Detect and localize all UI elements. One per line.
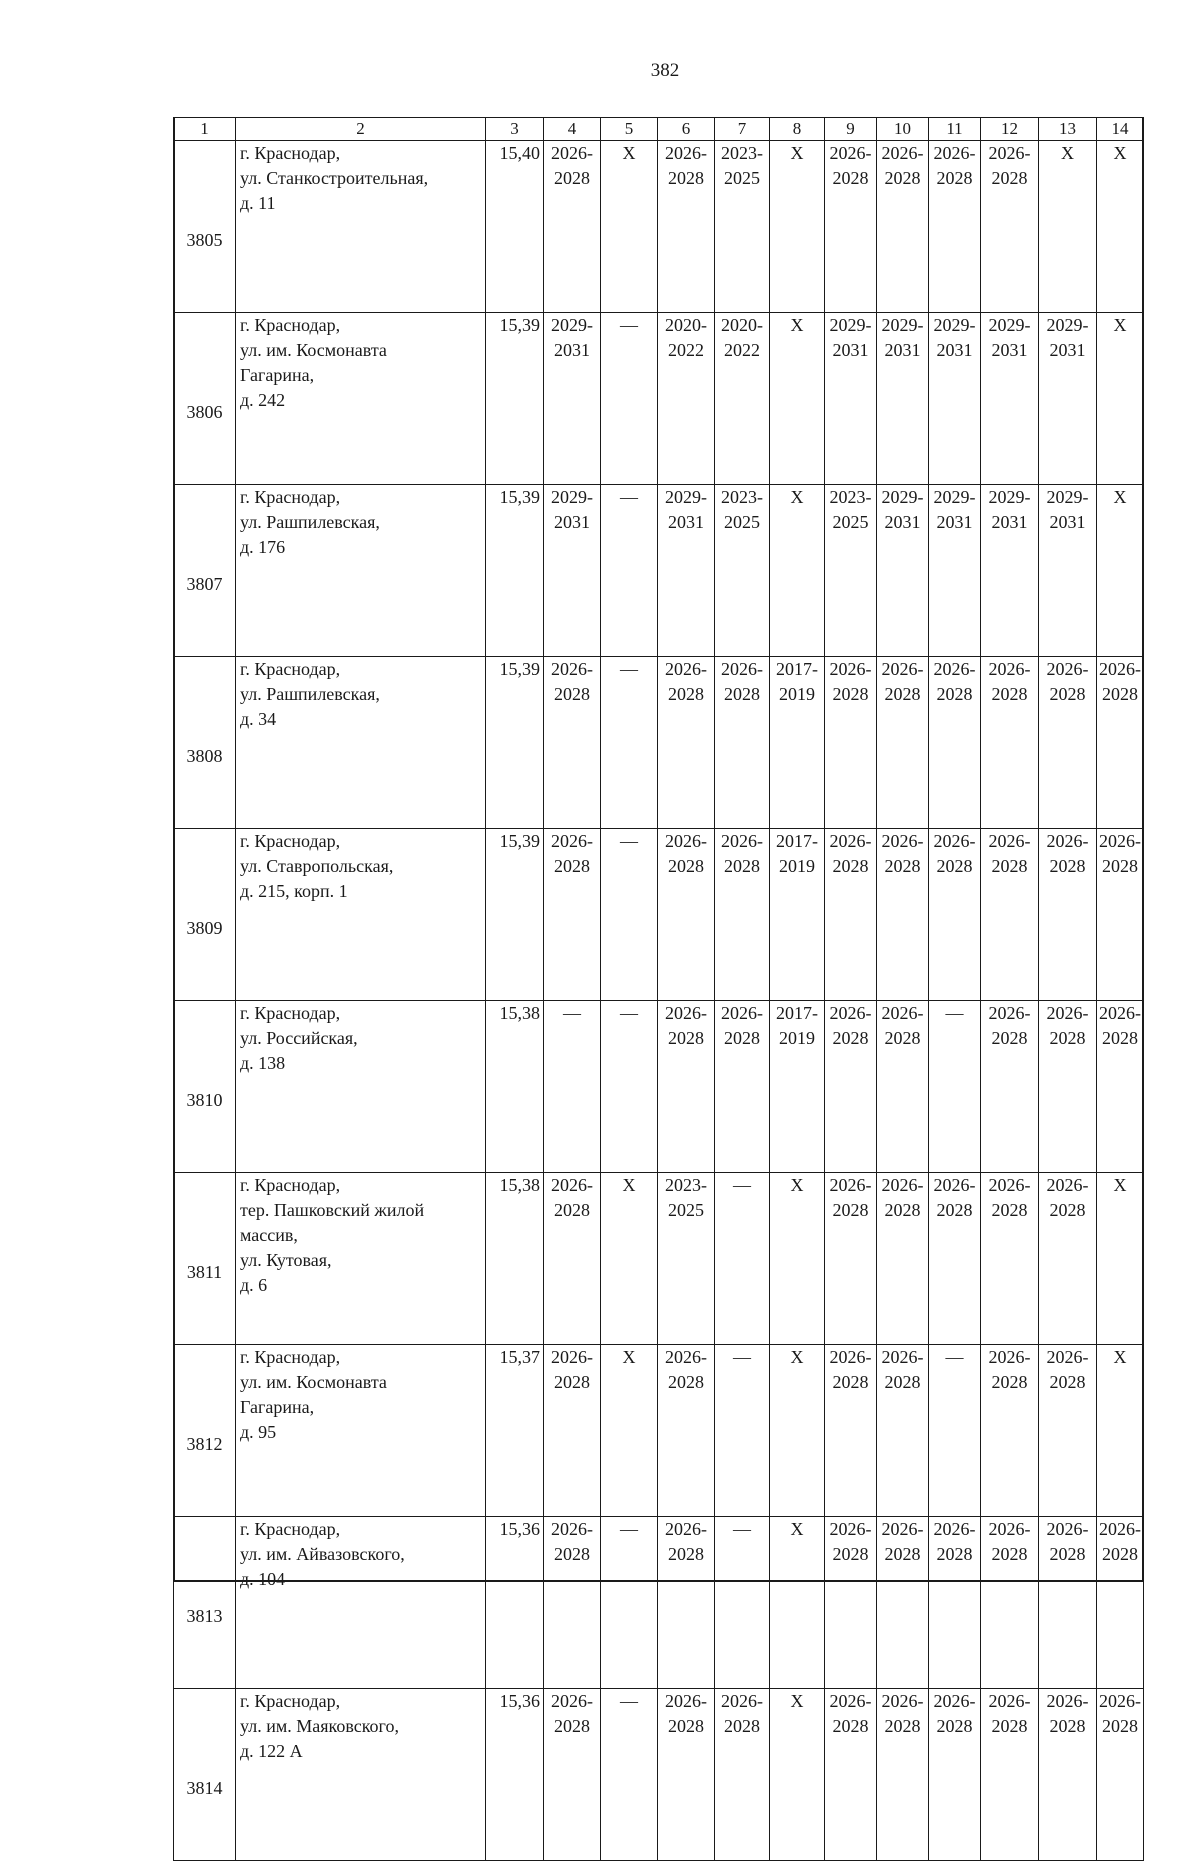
cell-text: 2029- 2031 [665,487,707,532]
period-cell [929,1001,981,1173]
period-cell [1039,829,1097,1001]
address-cell [236,1173,486,1345]
cell-text: 2026- 2028 [721,659,763,704]
period-cell [981,657,1039,829]
period-cell [770,657,825,829]
cell-text: 2029- 2031 [881,487,924,532]
cell-text: Х [790,1175,804,1195]
address-cell [236,1001,486,1173]
period-cell [544,1173,601,1345]
value-cell [486,1173,544,1345]
period-cell [658,1689,715,1861]
cell-text: Х [622,1175,636,1195]
period-cell [770,141,825,313]
cell-text: 2026- 2028 [721,1003,763,1048]
period-cell [1097,1173,1144,1345]
period-cell [981,1001,1039,1173]
period-cell [544,657,601,829]
period-cell [1097,1689,1144,1861]
cell-text: 2017- 2019 [776,659,818,704]
address-text: г. Краснодар, ул. Станкостроительная, д. 11 [240,143,429,213]
column-header-row [174,118,1144,141]
period-cell [825,1517,877,1689]
period-cell [929,1345,981,1517]
value-cell [486,1345,544,1517]
cell-text: Х [622,1347,636,1367]
cell-text: 2017- 2019 [776,1003,818,1048]
row-number: 3806 [174,313,236,485]
cell-text: 2026- 2028 [1046,1175,1089,1220]
period-cell [770,1173,825,1345]
cell-text: 2023- 2025 [665,1175,707,1220]
column-header: 4 [544,118,601,141]
period-cell [601,657,658,829]
cell-text: 2029- 2031 [551,487,593,532]
table-row [174,1001,1144,1173]
column-header: 3 [486,118,544,141]
cell-text: 2026- 2028 [665,1691,707,1736]
cell-text: 2020- 2022 [665,315,707,360]
period-cell [658,485,715,657]
cell-text: Х [1113,1347,1127,1367]
address-cell [236,485,486,657]
cell-text: 2029- 2031 [933,487,976,532]
period-cell [929,657,981,829]
cell-text: 2026- 2028 [551,831,593,876]
cell-text: Х [1061,143,1074,163]
cell-text: 2026- 2028 [551,659,593,704]
period-cell [981,1517,1039,1689]
cell-text: — [945,1003,964,1023]
cell-text: 2029- 2031 [1046,487,1089,532]
cell-text: 2026- 2028 [1099,659,1141,704]
period-cell [1097,1517,1144,1689]
period-cell [825,829,877,1001]
period-cell [981,829,1039,1001]
address-text: г. Краснодар, ул. Ставропольская, д. 215, корп. 1 [240,831,394,901]
cell-text: 2026- 2028 [881,1519,924,1564]
table-row [174,657,1144,829]
period-cell [825,1689,877,1861]
cell-text: 2029- 2031 [881,315,924,360]
cell-text: 2026- 2028 [721,1691,763,1736]
period-cell [877,485,929,657]
period-cell [544,1345,601,1517]
cell-text: 2026- 2028 [988,1691,1031,1736]
cell-text: 2026- 2028 [1099,1519,1141,1564]
column-header: 5 [601,118,658,141]
period-cell [981,1689,1039,1861]
row-number: 3810 [174,1001,236,1173]
cell-text: 2026- 2028 [1046,1003,1089,1048]
address-text: г. Краснодар, ул. им. Маяковского, д. 122 А [240,1691,399,1761]
cell-text: Х [1113,487,1127,507]
cell-text: — [733,1347,751,1367]
column-header: 11 [929,118,981,141]
period-cell [658,657,715,829]
cell-text: Х [790,487,804,507]
column-header: 12 [981,118,1039,141]
period-cell [770,1001,825,1173]
period-cell [981,313,1039,485]
value-cell [486,1001,544,1173]
period-cell [981,141,1039,313]
cell-text: 2026- 2028 [933,1519,976,1564]
period-cell [825,1001,877,1173]
address-text: г. Краснодар, ул. им. Космонавта Гагарина, д. 95 [240,1347,387,1442]
period-cell [825,1345,877,1517]
cell-text: 2026- 2028 [551,143,593,188]
address-text: г. Краснодар, ул. Российская, д. 138 [240,1003,358,1073]
cell-text: 2026- 2028 [829,1691,872,1736]
period-cell [929,313,981,485]
cell-text: Х [1113,143,1127,163]
cell-text: — [620,659,638,679]
cell-text: — [620,831,638,851]
address-text: г. Краснодар, ул. Рашпилевская, д. 176 [240,487,380,557]
cell-text: 2026- 2028 [551,1519,593,1564]
cell-text: 2026- 2028 [881,1003,924,1048]
period-cell [658,1173,715,1345]
cell-text: 2023- 2025 [721,143,763,188]
cell-text: Х [790,1347,804,1367]
row-number: 3809 [174,829,236,1001]
cell-text: 2029- 2031 [988,315,1031,360]
value-cell [486,141,544,313]
period-cell [544,485,601,657]
cell-text: 2026- 2028 [881,831,924,876]
period-cell [770,829,825,1001]
cell-text: 2026- 2028 [665,659,707,704]
table-row [174,141,1144,313]
cell-text: 2026- 2028 [988,1175,1031,1220]
cell-text: 2026- 2028 [988,1519,1031,1564]
period-cell [544,313,601,485]
period-cell [770,485,825,657]
column-header: 1 [174,118,236,141]
column-header: 9 [825,118,877,141]
cell-text: 2026- 2028 [988,1347,1031,1392]
period-cell [877,657,929,829]
period-cell [1039,1345,1097,1517]
table-row [174,1517,1144,1689]
period-cell [658,313,715,485]
cell-text: — [620,1691,638,1711]
cell-text: 2029- 2031 [551,315,593,360]
column-header: 2 [236,118,486,141]
period-cell [544,1517,601,1689]
cell-text: 2026- 2028 [988,831,1031,876]
cell-text: 2026- 2028 [829,1347,872,1392]
cell-text: 2017- 2019 [776,831,818,876]
period-cell [601,1173,658,1345]
period-cell [1039,1517,1097,1689]
value-cell [486,657,544,829]
cell-text: 2026- 2028 [1046,1691,1089,1736]
cell-text: 2026- 2028 [1046,831,1089,876]
period-cell [715,485,770,657]
period-cell [1039,1001,1097,1173]
cell-text: 2026- 2028 [829,659,872,704]
column-header: 7 [715,118,770,141]
cell-text: 15,39 [499,659,540,679]
period-cell [715,1345,770,1517]
period-cell [825,141,877,313]
cell-text: — [563,1003,581,1023]
cell-text: 2026- 2028 [988,659,1031,704]
table-row [174,829,1144,1001]
period-cell [601,829,658,1001]
period-cell [825,313,877,485]
period-cell [715,1517,770,1689]
period-cell [715,1689,770,1861]
period-cell [544,1689,601,1861]
cell-text: — [620,487,638,507]
table-row [174,485,1144,657]
period-cell [715,313,770,485]
table-row [174,1173,1144,1345]
cell-text: 15,39 [499,831,540,851]
cell-text: 2026- 2028 [933,659,976,704]
cell-text: Х [790,315,804,335]
cell-text: 2026- 2028 [933,1175,976,1220]
cell-text: 2029- 2031 [933,315,976,360]
table-row [174,1689,1144,1861]
address-cell [236,1345,486,1517]
period-cell [601,1517,658,1689]
cell-text: 2029- 2031 [1046,315,1089,360]
address-text: г. Краснодар, ул. им. Космонавта Гагарина, д. 242 [240,315,387,410]
cell-text: 2026- 2028 [881,143,924,188]
period-cell [544,1001,601,1173]
period-cell [770,1689,825,1861]
cell-text: — [733,1175,751,1195]
period-cell [877,141,929,313]
cell-text: 2020- 2022 [721,315,763,360]
period-cell [877,1345,929,1517]
period-cell [715,657,770,829]
cell-text: 2026- 2028 [665,143,707,188]
table-row [174,313,1144,485]
cell-text: 2026- 2028 [665,1003,707,1048]
value-cell [486,829,544,1001]
period-cell [877,1001,929,1173]
cell-text: 2026- 2028 [933,143,976,188]
column-header: 6 [658,118,715,141]
cell-text: 2026- 2028 [829,1519,872,1564]
period-cell [715,1173,770,1345]
address-cell [236,141,486,313]
period-cell [877,1517,929,1689]
period-cell [658,1517,715,1689]
period-cell [601,1001,658,1173]
period-cell [658,829,715,1001]
period-cell [1039,313,1097,485]
cell-text: 2029- 2031 [829,315,872,360]
period-cell [1097,485,1144,657]
cell-text: — [733,1519,751,1539]
period-cell [601,485,658,657]
period-cell [877,1689,929,1861]
row-number: 3813 [174,1517,236,1689]
row-number: 3805 [174,141,236,313]
period-cell [981,1173,1039,1345]
cell-text: 2026- 2028 [665,1519,707,1564]
cell-text: 2026- 2028 [721,831,763,876]
address-cell [236,657,486,829]
cell-text: 2026- 2028 [881,1347,924,1392]
period-cell [1039,1173,1097,1345]
period-cell [715,141,770,313]
cell-text: Х [790,1519,804,1539]
cell-text: Х [790,143,804,163]
schedule-table [173,117,1144,1861]
cell-text: 2026- 2028 [881,1175,924,1220]
cell-text: 15,36 [499,1519,540,1539]
page-number: 382 [650,60,680,81]
period-cell [1039,485,1097,657]
period-cell [1097,1001,1144,1173]
address-cell [236,829,486,1001]
period-cell [1097,141,1144,313]
cell-text: 2026- 2028 [988,1003,1031,1048]
cell-text: 2026- 2028 [1046,1519,1089,1564]
period-cell [544,829,601,1001]
cell-text: 2026- 2028 [551,1347,593,1392]
period-cell [929,1517,981,1689]
period-cell [1039,141,1097,313]
cell-text: Х [1113,315,1127,335]
cell-text: 2026- 2028 [665,831,707,876]
period-cell [601,1689,658,1861]
address-text: г. Краснодар, ул. Рашпилевская, д. 34 [240,659,380,729]
period-cell [825,1173,877,1345]
value-cell [486,313,544,485]
cell-text: 2026- 2028 [665,1347,707,1392]
period-cell [929,1173,981,1345]
cell-text: 2026- 2028 [829,1003,872,1048]
period-cell [1097,829,1144,1001]
period-cell [981,1345,1039,1517]
period-cell [658,1001,715,1173]
table-body [174,118,1144,1861]
period-cell [877,1173,929,1345]
period-cell [929,829,981,1001]
cell-text: — [620,1003,638,1023]
cell-text: 15,39 [499,487,540,507]
cell-text: 2026- 2028 [829,1175,872,1220]
cell-text: — [620,1519,638,1539]
cell-text: 2026- 2028 [1046,659,1089,704]
column-header: 13 [1039,118,1097,141]
cell-text: Х [1113,1175,1127,1195]
cell-text: — [945,1347,964,1367]
period-cell [770,1345,825,1517]
address-text: г. Краснодар, тер. Пашковский жилой массив, ул. Кутовая, д. 6 [240,1175,425,1295]
cell-text: 15,37 [499,1347,540,1367]
cell-text: 2026- 2028 [829,143,872,188]
address-cell [236,1689,486,1861]
period-cell [715,1001,770,1173]
cell-text: 2023- 2025 [829,487,872,532]
address-cell [236,313,486,485]
cell-text: 2026- 2028 [1046,1347,1089,1392]
period-cell [601,1345,658,1517]
cell-text: 2026- 2028 [933,831,976,876]
period-cell [770,1517,825,1689]
period-cell [658,141,715,313]
period-cell [601,141,658,313]
period-cell [658,1345,715,1517]
period-cell [929,1689,981,1861]
column-header: 8 [770,118,825,141]
cell-text: 2026- 2028 [1099,1691,1141,1736]
cell-text: 15,40 [499,143,540,163]
cell-text: 2026- 2028 [933,1691,976,1736]
cell-text: 2026- 2028 [988,143,1031,188]
period-cell [877,313,929,485]
period-cell [1039,1689,1097,1861]
cell-text: 15,36 [499,1691,540,1711]
column-header: 10 [877,118,929,141]
cell-text: Х [790,1691,804,1711]
cell-text: 2026- 2028 [551,1691,593,1736]
row-number: 3814 [174,1689,236,1861]
row-number: 3812 [174,1345,236,1517]
period-cell [877,829,929,1001]
cell-text: 2026- 2028 [881,659,924,704]
cell-text: 2023- 2025 [721,487,763,532]
cell-text: 15,38 [499,1175,540,1195]
cell-text: 2026- 2028 [1099,1003,1141,1048]
address-cell [236,1517,486,1689]
column-header: 14 [1097,118,1144,141]
period-cell [1097,1345,1144,1517]
cell-text: 15,38 [499,1003,540,1023]
period-cell [825,485,877,657]
row-number: 3811 [174,1173,236,1345]
address-text: г. Краснодар, ул. им. Айвазовского, д. 104 [240,1519,405,1589]
period-cell [770,313,825,485]
value-cell [486,1689,544,1861]
period-cell [825,657,877,829]
cell-text: 2029- 2031 [988,487,1031,532]
row-number: 3808 [174,657,236,829]
row-number: 3807 [174,485,236,657]
period-cell [715,829,770,1001]
cell-text: 15,39 [499,315,540,335]
table-row [174,1345,1144,1517]
period-cell [1097,313,1144,485]
value-cell [486,485,544,657]
period-cell [1039,657,1097,829]
cell-text: 2026- 2028 [829,831,872,876]
cell-text: 2026- 2028 [551,1175,593,1220]
value-cell [486,1517,544,1689]
cell-text: 2026- 2028 [881,1691,924,1736]
cell-text: — [620,315,638,335]
cell-text: Х [622,143,636,163]
period-cell [1097,657,1144,829]
period-cell [601,313,658,485]
period-cell [929,141,981,313]
period-cell [544,141,601,313]
period-cell [929,485,981,657]
period-cell [981,485,1039,657]
cell-text: 2026- 2028 [1099,831,1141,876]
